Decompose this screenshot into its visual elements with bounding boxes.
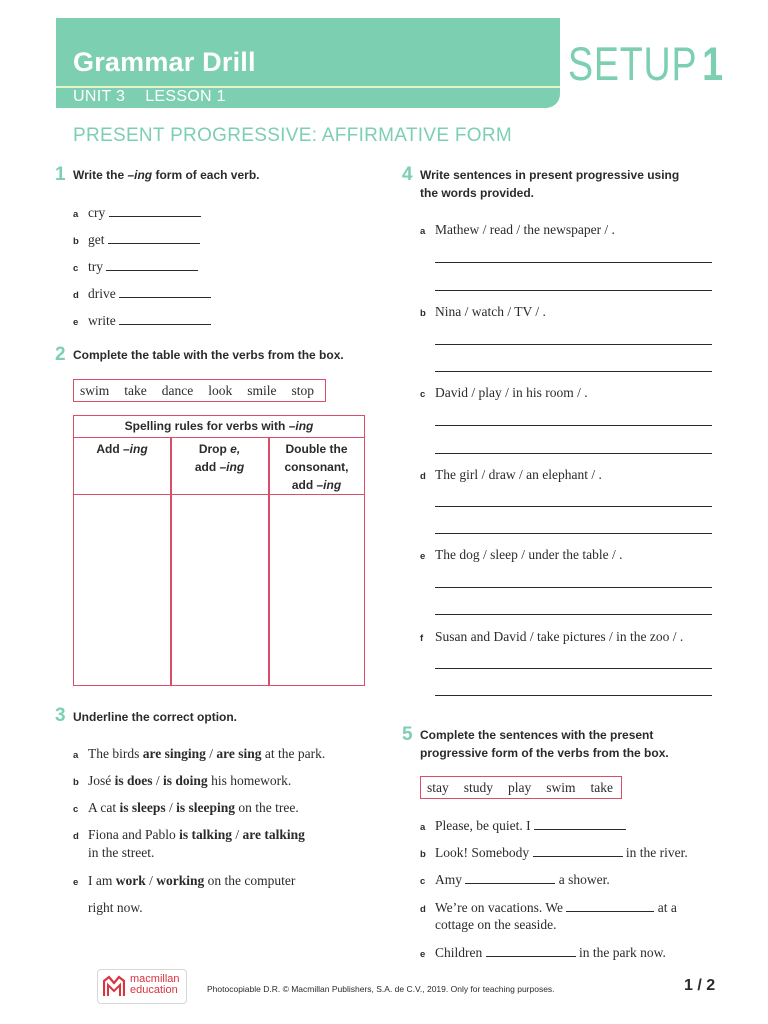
- series-logo: [568, 37, 724, 90]
- ex3-item-d-continued: in the street.: [88, 845, 155, 860]
- ex4-item-c: c David / play / in his room / .: [420, 385, 588, 400]
- option-1[interactable]: are singing: [142, 746, 206, 761]
- ex5-item-e: e Children in the park now.: [420, 945, 666, 960]
- ex4-item-b: b Nina / watch / TV / .: [420, 304, 546, 319]
- answer-blank[interactable]: [119, 285, 211, 298]
- ex1-item-e: e write: [73, 312, 211, 332]
- writing-line[interactable]: [435, 695, 712, 696]
- word-box-item: stop: [291, 382, 315, 398]
- option-1[interactable]: is does: [114, 773, 153, 788]
- ex5-item-d: d We’re on vacations. We at a: [420, 900, 677, 915]
- writing-line[interactable]: [435, 290, 712, 291]
- series-name: SETUP: [568, 37, 698, 90]
- table-column-double-consonant: [269, 438, 364, 685]
- ex4-item-d: d The girl / draw / an elephant / .: [420, 467, 602, 482]
- option-2[interactable]: is sleeping: [176, 800, 236, 815]
- answer-blank[interactable]: [465, 871, 555, 884]
- exercise-4-number: 4: [402, 164, 413, 185]
- table-column-add-ing: [74, 438, 170, 685]
- ex5-item-b: b Look! Somebody in the river.: [420, 845, 688, 860]
- ex4-item-f: f Susan and David / take pictures / in the zoo / .: [420, 629, 684, 644]
- ex1-item-d: d drive: [73, 285, 211, 305]
- column-header: Drop e, add –ing: [171, 438, 268, 495]
- word-box-item: study: [463, 779, 494, 795]
- exercise-3-number: 3: [55, 705, 66, 726]
- ex3-item-a: a The birds are singing / are sing at the park.: [73, 746, 326, 761]
- word-box-item: look: [208, 382, 233, 398]
- word-box-item: stay: [427, 779, 449, 795]
- ex1-item-a: a cry: [73, 204, 201, 224]
- option-2[interactable]: is doing: [163, 773, 208, 788]
- worksheet-title: Grammar Drill: [73, 47, 256, 77]
- lesson-label: LESSON 1: [145, 88, 226, 105]
- option-1[interactable]: work: [115, 873, 146, 888]
- writing-line[interactable]: [435, 344, 712, 345]
- unit-lesson-label: [73, 88, 246, 106]
- ex3-item-b: b José is does / is doing his homework.: [73, 773, 292, 788]
- word-box-item: smile: [247, 382, 277, 398]
- answer-blank[interactable]: [108, 231, 200, 244]
- ex3-item-e: e I am work / working on the computer: [73, 873, 296, 888]
- ex3-item-c: c A cat is sleeps / is sleeping on the tree.: [73, 800, 299, 815]
- writing-line[interactable]: [435, 614, 712, 615]
- spelling-rules-table: [73, 415, 365, 686]
- writing-line[interactable]: [435, 506, 712, 507]
- writing-line[interactable]: [435, 453, 712, 454]
- exercise-1-number: 1: [55, 164, 66, 185]
- exercise-2-number: 2: [55, 344, 66, 365]
- word-box-item: dance: [161, 382, 194, 398]
- ex5-item-a: a Please, be quiet. I: [420, 817, 626, 837]
- exercise-3-instruction: Underline the correct option.: [73, 710, 238, 724]
- answer-blank[interactable]: [119, 312, 211, 325]
- unit-label: UNIT 3: [73, 88, 126, 105]
- exercise-2-instruction: Complete the table with the verbs from the box.: [73, 348, 344, 362]
- option-2[interactable]: are sing: [216, 746, 262, 761]
- answer-blank[interactable]: [486, 944, 576, 957]
- column-header: Add –ing: [74, 438, 170, 495]
- ex1-item-b: b get: [73, 231, 200, 251]
- ex4-item-a: a Mathew / read / the newspaper / .: [420, 222, 615, 237]
- option-2[interactable]: working: [156, 873, 205, 888]
- answer-blank[interactable]: [534, 817, 626, 830]
- answer-blank[interactable]: [109, 204, 201, 217]
- page-heading: PRESENT PROGRESSIVE: AFFIRMATIVE FORM: [73, 125, 513, 146]
- word-box-item: take: [590, 779, 614, 795]
- writing-line[interactable]: [435, 425, 712, 426]
- writing-line[interactable]: [435, 668, 712, 669]
- ex4-item-e: e The dog / sleep / under the table / .: [420, 547, 623, 562]
- table-title: Spelling rules for verbs with –ing: [74, 416, 364, 438]
- writing-line[interactable]: [435, 371, 712, 372]
- answer-blank[interactable]: [566, 899, 654, 912]
- exercise-4-instruction: Write sentences in present progressive using the words provided.: [420, 168, 680, 200]
- exercise-1-instruction: Write the –ing form of each verb.: [73, 168, 260, 182]
- column-header: Double the consonant, add –ing: [269, 438, 364, 495]
- logo-wordmark: macmillan education: [130, 973, 180, 996]
- word-box-item: swim: [546, 779, 576, 795]
- option-1[interactable]: is talking: [179, 827, 233, 842]
- series-number: 1: [702, 37, 724, 90]
- word-box-item: take: [124, 382, 147, 398]
- ex1-item-c: c try: [73, 258, 198, 278]
- option-1[interactable]: is sleeps: [119, 800, 166, 815]
- option-2[interactable]: are talking: [242, 827, 305, 842]
- exercise-5-instruction: Complete the sentences with the present progressive form of the verbs from the box.: [420, 728, 669, 760]
- ex3-item-d: d Fiona and Pablo is talking / are talking: [73, 827, 305, 842]
- table-column-drop-e: [171, 438, 268, 685]
- word-box-item: play: [508, 779, 532, 795]
- writing-line[interactable]: [435, 587, 712, 588]
- macmillan-logo-icon: [103, 975, 125, 997]
- writing-line[interactable]: [435, 262, 712, 263]
- ex5-item-d-continued: cottage on the seaside.: [435, 917, 557, 932]
- exercise-5-number: 5: [402, 724, 413, 745]
- answer-blank[interactable]: [533, 844, 623, 857]
- word-box-item: swim: [80, 382, 110, 398]
- writing-line[interactable]: [435, 533, 712, 534]
- ex5-word-box: [420, 776, 622, 799]
- answer-blank[interactable]: [106, 258, 198, 271]
- ex5-item-c: c Amy a shower.: [420, 872, 610, 887]
- copyright-note: Photocopiable D.R. © Macmillan Publishers, S.A. de C.V., 2019. Only for teaching purposes.: [207, 984, 555, 994]
- ex3-item-e-continued: right now.: [88, 900, 143, 915]
- ex2-word-box: [73, 379, 326, 402]
- page-number: 1 / 2: [684, 977, 716, 994]
